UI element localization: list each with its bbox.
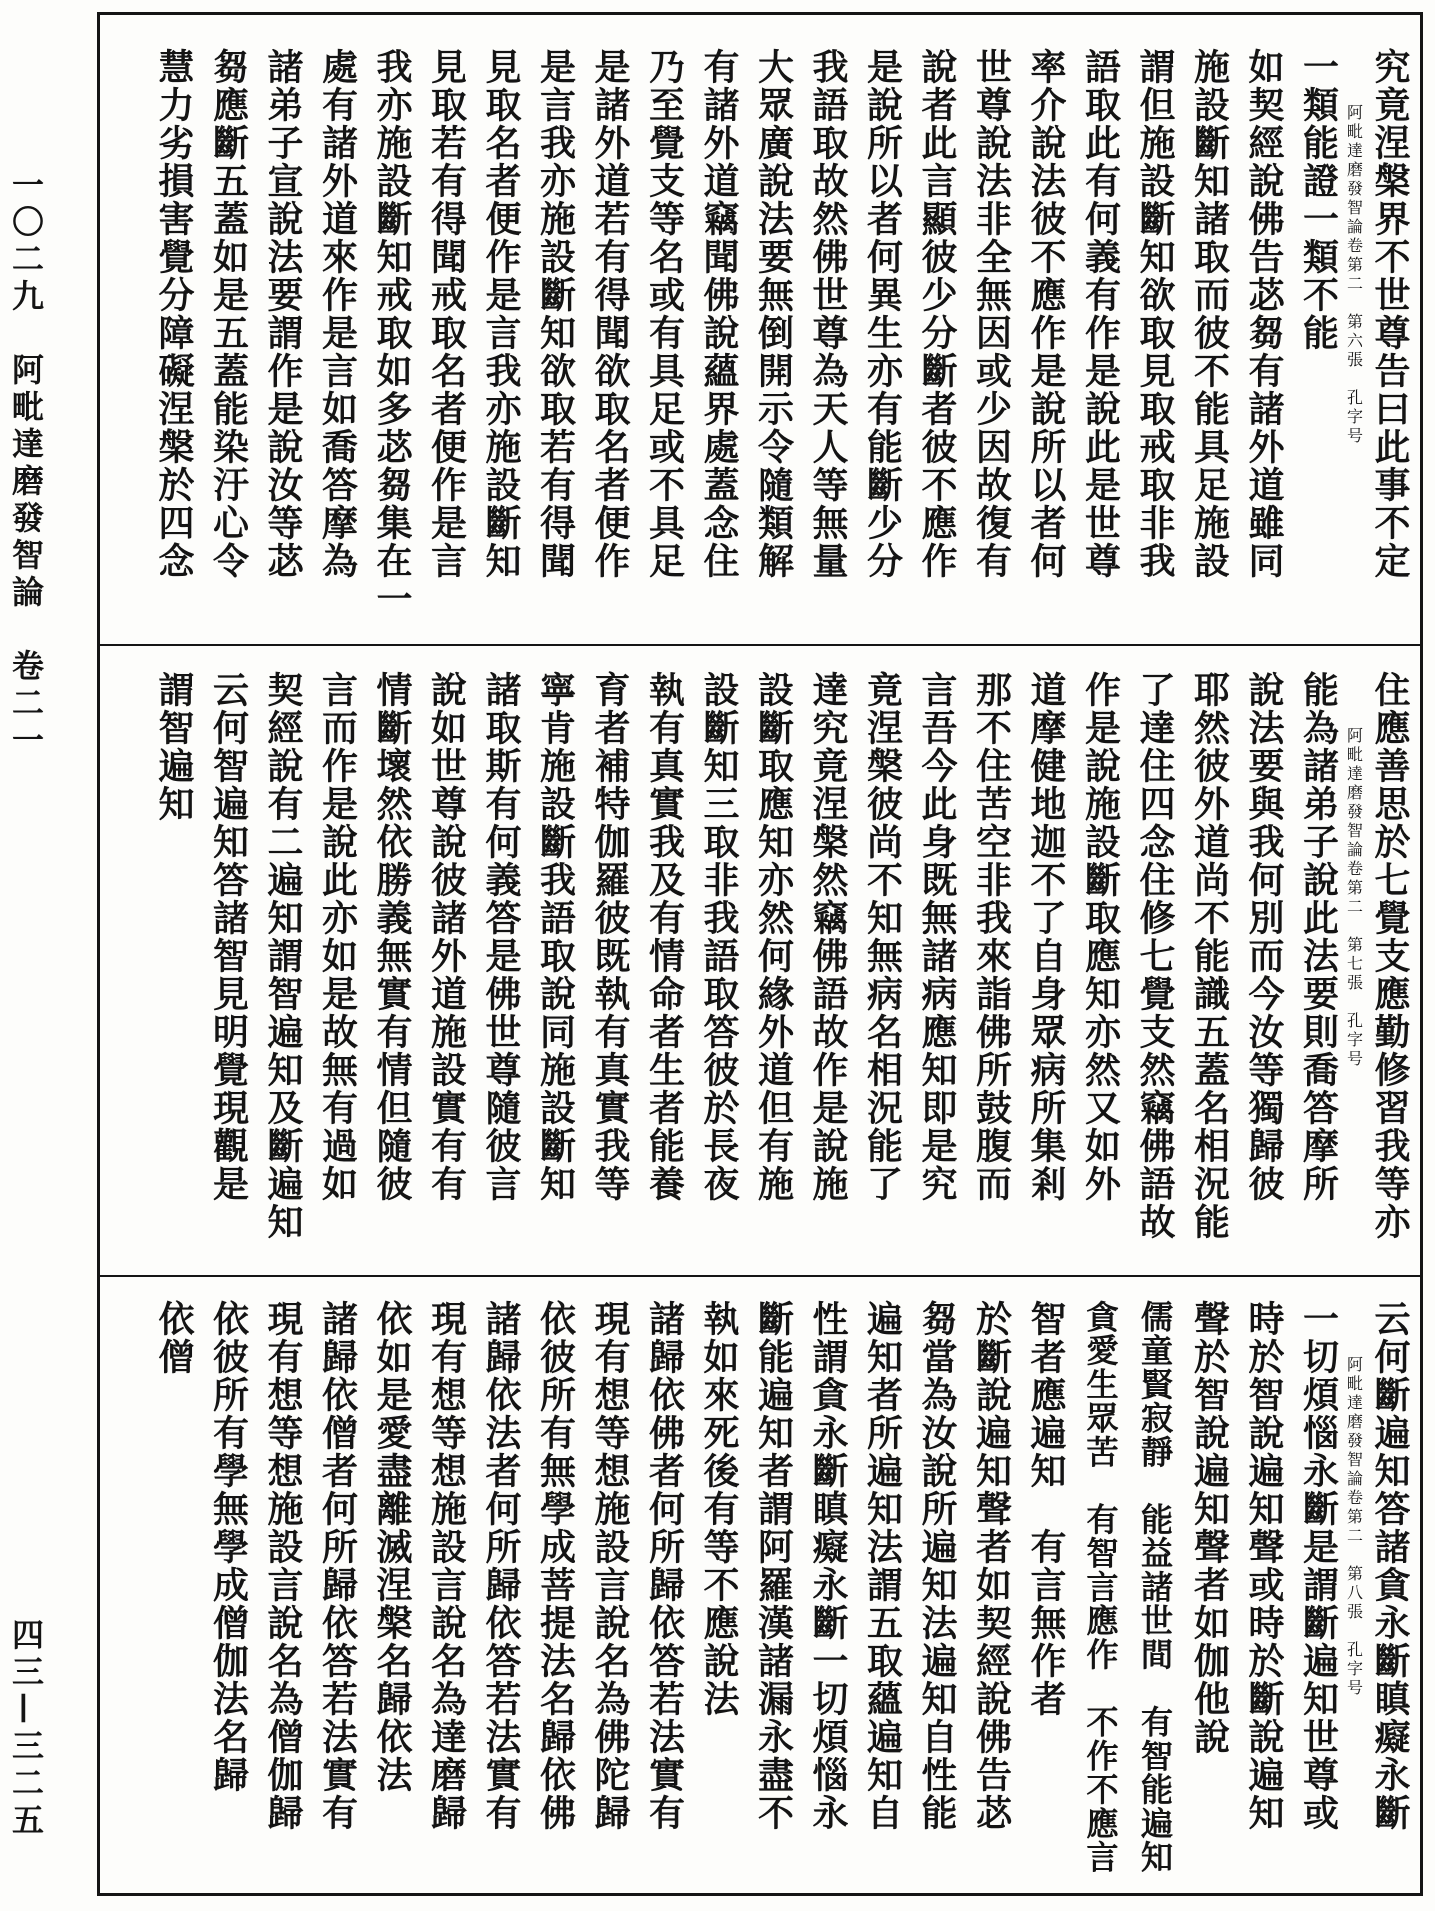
text-column: 是說所以者何異生亦有能斷少分 (861, 48, 904, 580)
text-column: 是諸外道若有得聞欲取名者便作 (589, 48, 631, 580)
text-column: 於斷說遍知聲者如契經說佛告苾 (970, 1300, 1013, 1832)
panel-3 (100, 1300, 1417, 1890)
text-column: 我亦施設斷知戒取如多苾芻集在一 (371, 48, 413, 618)
text-column: 諸弟子宣說法要謂作是說汝等苾 (262, 48, 304, 580)
verse-column: 智者應遍知 有言無作者 (1025, 1300, 1067, 1718)
text-column: 一類能證一類不能 (1297, 48, 1340, 352)
text-column: 諸歸依僧者何所歸依答若法實有 (316, 1300, 359, 1832)
text-column: 芻當為汝說所遍知法遍知自性能 (916, 1300, 958, 1832)
text-column: 云何智遍知答諸智見明覺現觀是 (207, 671, 250, 1203)
text-column: 施設斷知諸取而彼不能具足施設 (1188, 48, 1231, 580)
text-column: 依彼所有無學成菩提法名歸依佛 (534, 1300, 577, 1832)
text-column: 見取名者便作是言我亦施設斷知 (480, 48, 522, 580)
text-column: 聲於智說遍知聲者如伽他說 (1188, 1300, 1231, 1756)
text-column: 育者補特伽羅彼既執有真實我等 (589, 671, 631, 1203)
text-column: 寧肯施設斷我語取說同施設斷知 (534, 671, 577, 1203)
text-column: 斷能遍知者謂阿羅漢諸漏永盡不 (752, 1300, 795, 1832)
text-column: 芻應斷五蓋如是五蓋能染汙心令 (207, 48, 250, 580)
leaf-label: 阿毗達磨發智論卷第二 第八張 孔字号 (1344, 1356, 1364, 1698)
text-column: 道摩健地迦不了自身眾病所集剎 (1025, 671, 1067, 1203)
text-column: 竟涅槃彼尚不知無病名相況能了 (861, 671, 904, 1203)
text-column: 大眾廣說法要無倒開示令隨類解 (752, 48, 795, 580)
text-column: 依僧 (153, 1300, 195, 1376)
margin-page-number: 四三—三二五 (7, 1618, 45, 1840)
text-column: 語取此有何義有作是說此是世尊 (1079, 48, 1122, 580)
text-column: 性謂貪永斷瞋癡永斷一切煩惱永 (807, 1300, 849, 1832)
text-column: 云何斷遍知答諸貪永斷瞋癡永斷 (1369, 1300, 1411, 1832)
panel-1 (100, 48, 1417, 638)
text-column: 設斷知三取非我語取答彼於長夜 (698, 671, 740, 1203)
text-column: 是言我亦施設斷知欲取若有得聞 (534, 48, 577, 580)
text-column: 現有想等想施設言說名為達磨歸 (425, 1300, 468, 1832)
text-column: 執有真實我及有情命者生者能養 (643, 671, 686, 1203)
text-column: 住應善思於七覺支應勤修習我等亦 (1369, 671, 1411, 1241)
verse-column: 貪愛生眾苦 有智言應作 不作不應言 (1081, 1300, 1120, 1874)
text-column: 遍知者所遍知法謂五取蘊遍知自 (861, 1300, 904, 1832)
text-column: 說者此言顯彼少分斷者彼不應作 (916, 48, 958, 580)
panel-divider (97, 1275, 1423, 1277)
margin-title: 一〇二九 阿毗達磨發智論 卷二一 (7, 168, 45, 760)
verse-column: 儒童賢寂靜 能益諸世間 有智能遍知 (1136, 1300, 1174, 1874)
text-column: 依彼所有學無學成僧伽法名歸 (207, 1300, 250, 1794)
text-column: 那不住苦空非我來詣佛所鼓腹而 (970, 671, 1013, 1203)
text-column: 耶然彼外道尚不能識五蓋名相況能 (1188, 671, 1231, 1241)
text-column: 諸歸依法者何所歸依答若法實有 (480, 1300, 522, 1832)
text-column: 說如世尊說彼諸外道施設實有有 (425, 671, 468, 1203)
text-column: 了達住四念住修七覺支然竊佛語故 (1134, 671, 1176, 1241)
text-column: 諸歸依佛者何所歸依答若法實有 (643, 1300, 686, 1832)
text-column: 乃至覺支等名或有具足或不具足 (643, 48, 686, 580)
text-column: 達究竟涅槃然竊佛語故作是說施 (807, 671, 849, 1203)
text-column: 說法要與我何別而今汝等獨歸彼 (1243, 671, 1285, 1203)
text-column: 現有想等想施設言說名為佛陀歸 (589, 1300, 631, 1832)
text-column: 處有諸外道來作是言如喬答摩為 (316, 48, 359, 580)
text-column: 作是說施設斷取應知亦然又如外 (1079, 671, 1122, 1203)
text-column: 率介說法彼不應作是說所以者何 (1025, 48, 1067, 580)
text-column: 究竟涅槃界不世尊告曰此事不定 (1369, 48, 1411, 580)
text-column: 有諸外道竊聞佛說蘊界處蓋念住 (698, 48, 740, 580)
panel-2 (100, 671, 1417, 1261)
text-column: 慧力劣損害覺分障礙涅槃於四念 (153, 48, 195, 580)
text-column: 世尊說法非全無因或少因故復有 (970, 48, 1013, 580)
text-column: 設斷取應知亦然何緣外道但有施 (752, 671, 795, 1203)
text-column: 言而作是說此亦如是故無有過如 (316, 671, 359, 1203)
text-column: 謂智遍知 (153, 671, 195, 823)
text-column: 見取若有得聞戒取名者便作是言 (425, 48, 468, 580)
text-column: 時於智說遍知聲或時於斷說遍知 (1243, 1300, 1285, 1832)
panel-divider (97, 644, 1423, 646)
text-column: 言吾今此身既無諸病應知即是究 (916, 671, 958, 1203)
text-column: 情斷壞然依勝義無實有情但隨彼 (371, 671, 413, 1203)
leaf-label: 阿毗達磨發智論卷第二 第六張 孔字号 (1344, 104, 1364, 446)
text-column: 執如來死後有等不應說法 (698, 1300, 740, 1718)
text-column: 契經說有二遍知謂智遍知及斷遍知 (262, 671, 304, 1241)
text-column: 依如是愛盡離滅涅槃名歸依法 (371, 1300, 413, 1794)
text-column: 如契經說佛告苾芻有諸外道雖同 (1243, 48, 1285, 580)
text-column: 現有想等想施設言說名為僧伽歸 (262, 1300, 304, 1832)
text-column: 謂但施設斷知欲取見取戒取非我 (1134, 48, 1176, 580)
leaf-label: 阿毗達磨發智論卷第二 第七張 孔字号 (1344, 727, 1364, 1069)
text-column: 能為諸弟子說此法要則喬答摩所 (1297, 671, 1340, 1203)
text-column: 諸取斯有何義答是佛世尊隨彼言 (480, 671, 522, 1203)
text-column: 我語取故然佛世尊為天人等無量 (807, 48, 849, 580)
text-column: 一切煩惱永斷是謂斷遍知世尊或 (1297, 1300, 1340, 1832)
